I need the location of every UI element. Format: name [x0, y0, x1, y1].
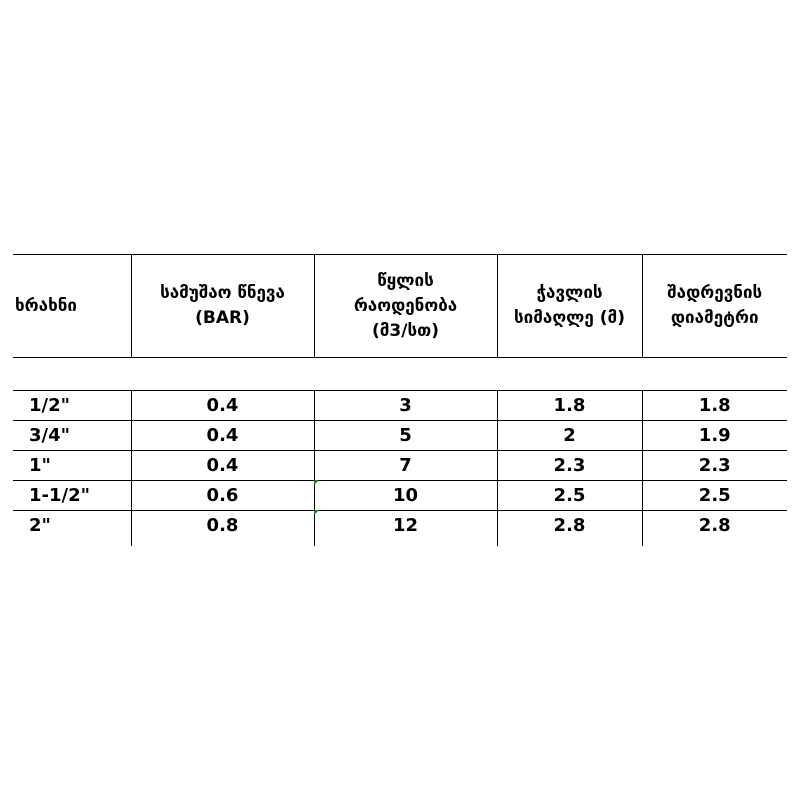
spacer-row — [13, 358, 787, 391]
cell-jet-height: 1.8 — [497, 391, 642, 421]
cell-diameter: 2.8 — [642, 511, 787, 541]
cell-water-amount: 5 — [314, 421, 497, 451]
cell-water-amount — [314, 481, 497, 511]
header-thread — [13, 255, 131, 358]
table-row — [13, 391, 787, 421]
cell-jet-height: 2.5 — [497, 481, 642, 511]
header-working-pressure-line-2: (BAR) — [195, 308, 250, 328]
cell-water-amount-value: 12 — [392, 515, 419, 536]
cell-thread: 2" — [29, 515, 51, 536]
header-thread-line-1: ხრახნი — [15, 295, 77, 316]
cell-pressure: 0.4 — [131, 421, 314, 451]
cell-jet-height: 2.3 — [497, 451, 642, 481]
header-jet-height-line-2: სიმაღლე (მ) — [514, 308, 625, 328]
header-fountain-diameter-line-2: დიამეტრი — [670, 308, 759, 328]
cell-diameter: 1.9 — [642, 421, 787, 451]
header-row — [13, 255, 787, 358]
cell-jet-height: 2 — [497, 421, 642, 451]
cell-pressure: 0.4 — [131, 451, 314, 481]
cell-diameter: 2.5 — [642, 481, 787, 511]
cell-pressure: 0.4 — [131, 391, 314, 421]
table-row — [13, 421, 787, 451]
header-working-pressure — [131, 255, 314, 358]
cell-jet-height: 2.8 — [497, 511, 642, 541]
cell-water-amount — [314, 511, 497, 541]
header-water-amount-line-2: რაოდენობა — [353, 295, 458, 316]
cell-water-amount: 3 — [314, 391, 497, 421]
cell-thread: 3/4" — [13, 421, 131, 451]
header-water-amount-line-3: (მ3/სთ) — [372, 320, 439, 341]
cell-diameter: 2.3 — [642, 451, 787, 481]
cell-pressure: 0.8 — [131, 511, 314, 541]
header-water-amount-line-1: წყლის — [377, 270, 434, 291]
cell-diameter: 1.8 — [642, 391, 787, 421]
header-fountain-diameter — [642, 255, 787, 358]
header-jet-height — [497, 255, 642, 358]
header-jet-height-line-1: ჭავლის — [536, 283, 603, 303]
spec-table-container — [13, 254, 787, 546]
cell-thread: 1" — [13, 451, 131, 481]
table-row — [13, 481, 787, 511]
cell-comment-marker — [314, 480, 319, 485]
table-tail — [13, 540, 787, 546]
cell-water-amount-value: 10 — [392, 485, 419, 506]
cell-comment-marker — [314, 510, 319, 515]
cell-thread: 1/2" — [13, 391, 131, 421]
fountain-nozzle-spec-table — [13, 254, 787, 546]
cell-pressure: 0.6 — [131, 481, 314, 511]
table-row — [13, 451, 787, 481]
header-fountain-diameter-line-1: შადრევნის — [667, 283, 763, 303]
table-row — [13, 511, 787, 541]
cell-thread: 1-1/2" — [13, 481, 131, 511]
cell-water-amount: 7 — [314, 451, 497, 481]
header-working-pressure-line-1: სამუშაო წნევა — [160, 283, 285, 303]
header-water-amount — [314, 255, 497, 358]
